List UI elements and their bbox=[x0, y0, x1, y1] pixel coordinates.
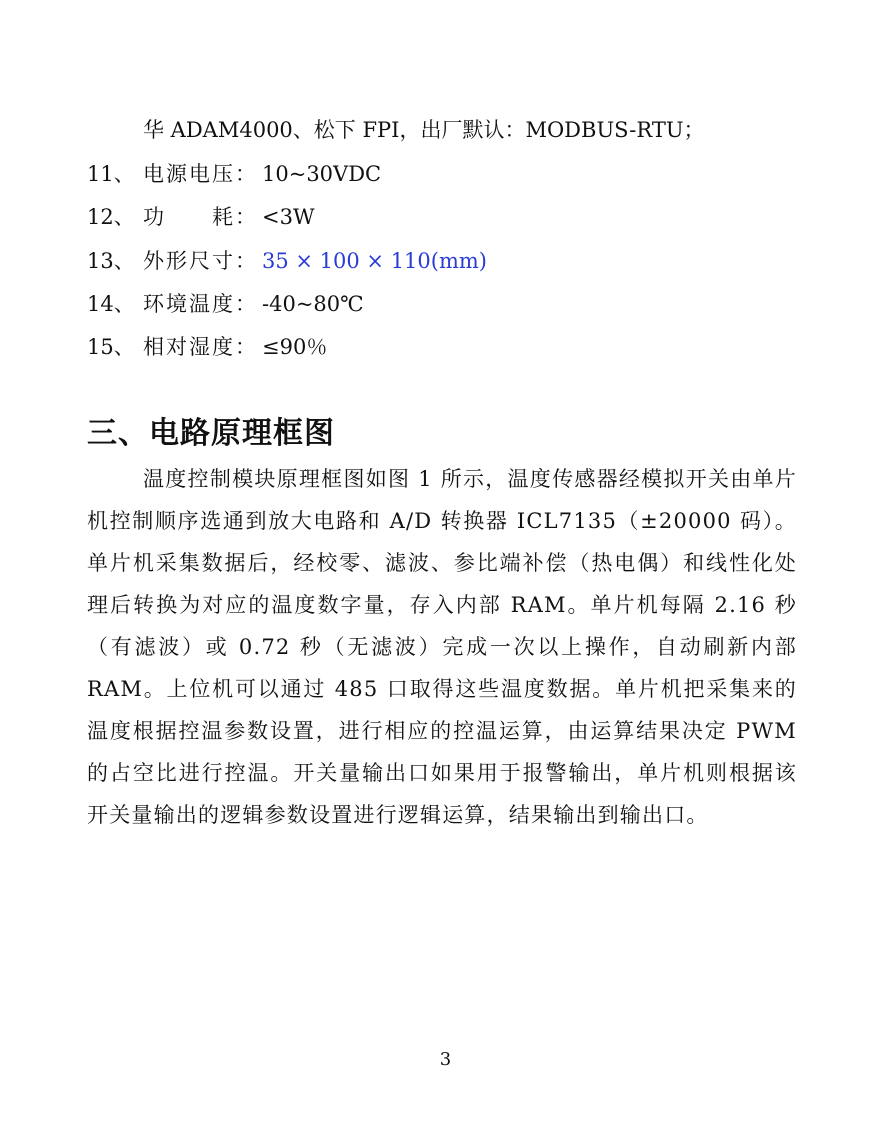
spec-number: 12、 bbox=[87, 205, 135, 229]
spec-item-14 bbox=[87, 289, 364, 319]
spec-item-11 bbox=[87, 159, 381, 189]
spec-label: 功 耗： bbox=[143, 205, 258, 229]
page-number: 3 bbox=[439, 1049, 452, 1070]
section-heading: 三、电路原理框图 bbox=[87, 416, 335, 451]
continuation-line: 华 ADAM4000、松下 FPI，出厂默认：MODBUS-RTU； bbox=[143, 118, 705, 142]
spec-value: 10~30VDC bbox=[262, 162, 382, 186]
spec-label: 环境温度： bbox=[143, 292, 258, 316]
spec-value: -40~80℃ bbox=[262, 292, 364, 316]
spec-number: 15、 bbox=[87, 335, 135, 359]
spec-label: 相对湿度： bbox=[143, 335, 258, 359]
spec-number: 14、 bbox=[87, 292, 135, 316]
spec-number: 13、 bbox=[87, 249, 135, 273]
spec-value: 35 × 100 × 110(mm) bbox=[262, 249, 487, 273]
spec-label: 外形尺寸： bbox=[143, 249, 258, 273]
spec-value: <3W bbox=[262, 205, 315, 229]
spec-value: ≤90％ bbox=[262, 335, 328, 359]
spec-item-13 bbox=[87, 246, 487, 276]
section-paragraph: 温度控制模块原理框图如图 1 所示，温度传感器经模拟开关由单片机控制顺序选通到放大电路和 A/D 转换器 ICL7135（±20000 码）。单片机采集数据后，经校零、滤波、参比端补偿（热电偶）和线性化处理后转换为对应的温度数字量，存入内部 RAM。单片机每隔 2.16 秒（有滤波）或 0.72 秒（无滤波）完成一次以上操作，自动刷新内部 RAM。上位机可以通过 485 口取得这些温度数据。单片机把采集来的温度根据控温参数设置，进行相应的控温运算，由运算结果决定 PWM 的占空比进行控温。开关量输出口如果用于报警输出，单片机则根据该开关量输出的逻辑参数设置进行逻辑运算，结果输出到输出口。 bbox=[87, 467, 797, 827]
spec-label: 电源电压： bbox=[143, 162, 258, 186]
spec-number: 11、 bbox=[87, 162, 135, 186]
spec-item-15 bbox=[87, 332, 327, 362]
spec-item-12 bbox=[87, 202, 315, 232]
